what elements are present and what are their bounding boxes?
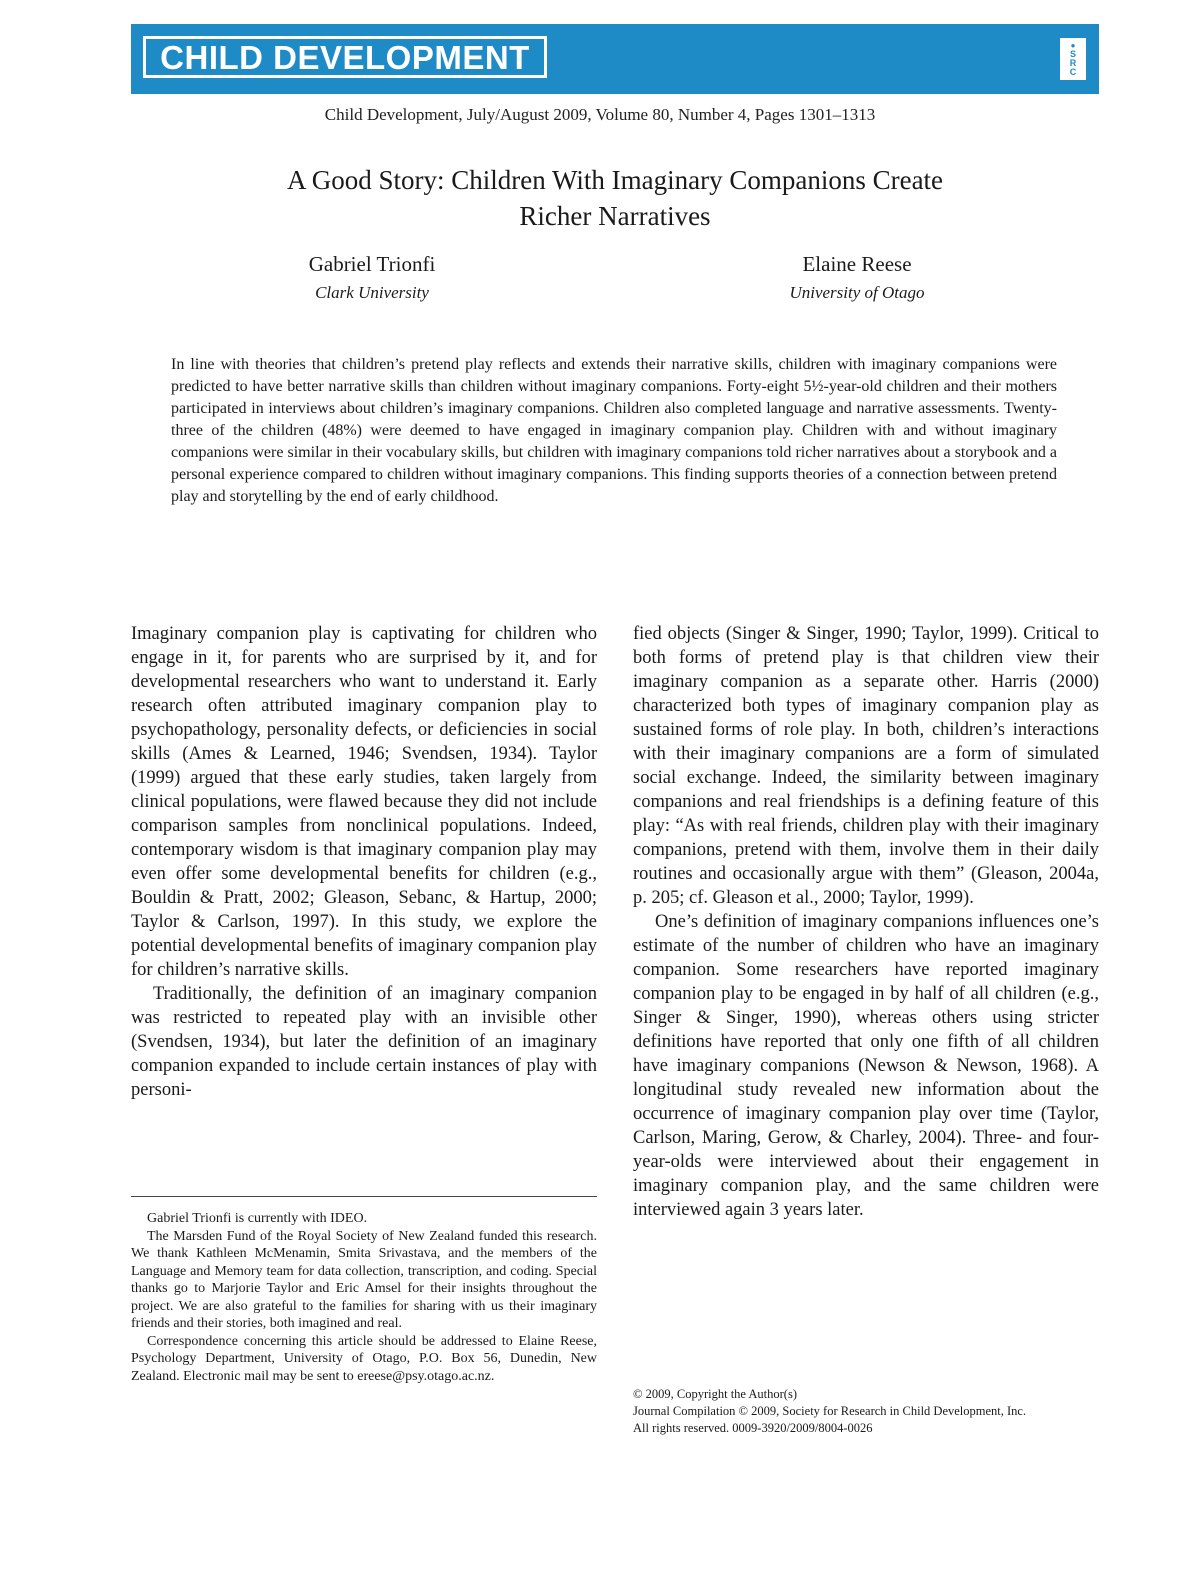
article-title bbox=[190, 162, 1040, 234]
author-1-name: Gabriel Trionfi bbox=[308, 252, 436, 276]
footnotes bbox=[131, 1210, 597, 1385]
copyright-notice bbox=[633, 1386, 1113, 1437]
author-2-affiliation: University of Otago bbox=[789, 283, 925, 302]
footnote-affiliation: Gabriel Trionfi is currently with IDEO. bbox=[147, 1211, 368, 1226]
body-paragraph: Imaginary companion play is captivating for children who engage in it, for parents who are surprised by it, and for developmental researchers who want to understand it. Early research often attributed imaginary companion play to psychopathology, personality defects, or deficiencies in social skills (Ames & Learned, 1946; Svendsen, 1934). Taylor (1999) argued that these early studies, taken largely from clinical populations, were flawed because they did not include comparison samples from nonclinical populations. Indeed, contemporary wisdom is that imaginary companion play may even offer some developmental benefits for children (e.g., Bouldin & Pratt, 2002; Gleason, Sebanc, & Hartup, 2000; Taylor & Carlson, 1997). In this study, we explore the potential developmental benefits of imaginary companion play for children’s narrative skills. bbox=[131, 624, 597, 980]
author-2 bbox=[697, 252, 1017, 303]
journal-banner bbox=[131, 24, 1099, 94]
article-title-line-2: Richer Narratives bbox=[519, 201, 711, 231]
article-title-line-1: A Good Story: Children With Imaginary Companions Create bbox=[286, 165, 944, 195]
footnote-divider bbox=[131, 1196, 597, 1197]
copyright-line-3: All rights reserved. 0009-3920/2009/8004-0026 bbox=[633, 1421, 873, 1435]
body-paragraph: One’s definition of imaginary companions influences one’s estimate of the number of children who have an imaginary companion. Some researchers have reported imaginary companion play to be engaged in by half of all children (e.g., Singer & Singer, 1990), whereas others using stricter definitions have reported that only one fifth of all children have imaginary companions (Newson & Newson, 1968). A longitudinal study revealed new information about the occurrence of imaginary companion play over time (Taylor, Carlson, Maring, Gerow, & Charley, 2004). Three- and four-year-olds were interviewed about their engagement in imaginary companion play, and the same children were interviewed again 3 years later. bbox=[633, 912, 1099, 1220]
footnote-acknowledgments: The Marsden Fund of the Royal Society of New Zealand funded this research. We thank Kathleen McMenamin, Smita Srivastava, and the members of the Language and Memory team for data collection, transcription, and coding. Special thanks go to Marjorie Taylor and Eric Amsel for their insights throughout the project. We are also grateful to the families for sharing with us their imaginary friends and their stories, both imagined and real. bbox=[131, 1228, 597, 1331]
copyright-line-1: © 2009, Copyright the Author(s) bbox=[633, 1387, 798, 1401]
copyright-line-2: Journal Compilation © 2009, Society for Research in Child Development, Inc. bbox=[633, 1404, 1027, 1418]
srcd-logo-icon: ● S R C bbox=[1060, 38, 1086, 80]
body-column-right bbox=[633, 622, 1099, 1222]
body-paragraph: Traditionally, the definition of an imaginary companion was restricted to repeated play with an invisible other (Svendsen, 1934), but later the definition of an imaginary companion expanded to include certain instances of play with personi- bbox=[131, 984, 597, 1100]
journal-banner-title: CHILD DEVELOPMENT bbox=[143, 36, 547, 78]
author-1 bbox=[212, 252, 532, 303]
author-2-name: Elaine Reese bbox=[802, 252, 912, 276]
body-column-left bbox=[131, 622, 597, 1102]
journal-citation: Child Development, July/August 2009, Volume 80, Number 4, Pages 1301–1313 bbox=[324, 105, 876, 124]
body-paragraph: fied objects (Singer & Singer, 1990; Taylor, 1999). Critical to both forms of pretend play is that children view their imaginary companion as a separate other. Harris (2000) characterized both types of imaginary companion play as sustained forms of role play. In both, children’s interactions with their imaginary companions are a form of simulated social exchange. Indeed, the similarity between imaginary companions and real friendships is a defining feature of this play: “As with real friends, children play with their imaginary companions, pretend with them, involve them in their daily routines and occasionally argue with them” (Gleason, 2004a, p. 205; cf. Gleason et al., 2000; Taylor, 1999). bbox=[633, 624, 1099, 908]
author-1-affiliation: Clark University bbox=[315, 283, 429, 302]
abstract: In line with theories that children’s pretend play reflects and extends their narrative skills, children with imaginary companions were predicted to have better narrative skills than children without imaginary companions. Forty-eight 5½-year-old children and their mothers participated in interviews about children’s imaginary companions. Children also completed language and narrative assessments. Twenty-three of the children (48%) were deemed to have engaged in imaginary companion play. Children with and without imaginary companions were similar in their vocabulary skills, but children with imaginary companions told richer narratives about a storybook and a personal experience compared to children without imaginary companions. This finding supports theories of a connection between pretend play and storytelling by the end of early childhood. bbox=[171, 356, 1057, 505]
footnote-correspondence: Correspondence concerning this article should be addressed to Elaine Reese, Psychology Department, University of Otago, P.O. Box 56, Dunedin, New Zealand. Electronic mail may be sent to ereese@psy.otago.ac.nz. bbox=[131, 1333, 597, 1384]
